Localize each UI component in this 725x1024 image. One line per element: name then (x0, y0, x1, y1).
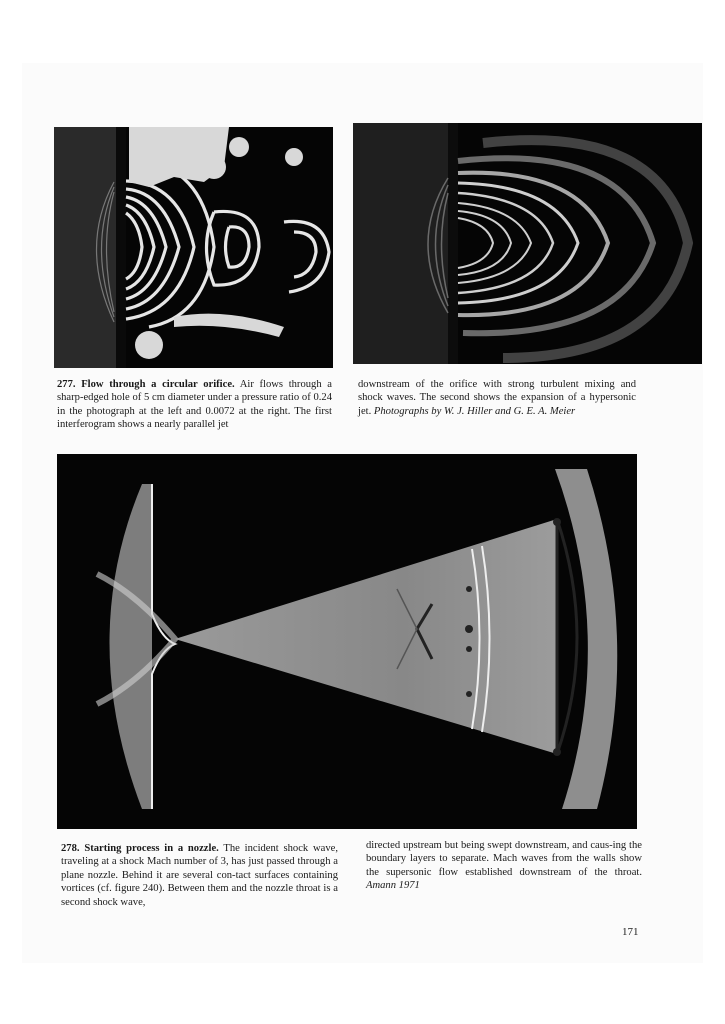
figure-278-caption-column-2 (366, 839, 642, 893)
figure-277-caption-column-1 (57, 378, 332, 432)
page-number: 171 (622, 926, 639, 938)
figure-278-text-col1: The incident shock wave, traveling at a shock Mach number of 3, has just passed through a plane nozzle. Behind it are several con-tact surfaces containing vortices (cf. figure 240). Between them and the nozzle throat is a second shock wave, (61, 843, 338, 908)
figure-277-title: Flow through a circular orifice. (81, 379, 235, 390)
figure-278-photo (57, 454, 637, 829)
figure-278-number: 278. (61, 843, 80, 854)
figure-277-text-col1: Air flows through a sharp-edged hole of 5 cm diameter under a pressure ratio of 0.24 in the photograph at the left and 0.0072 at the right. The first interferogram shows a nearly parallel jet (57, 379, 332, 431)
figure-277-text-col2: downstream of the orifice with strong turbulent mixing and shock waves. The second shows the expansion of a hypersonic jet. (358, 379, 636, 417)
figure-278-credit: Amann 1971 (366, 880, 420, 892)
figure-277-right-photo (353, 123, 702, 364)
figure-278-caption-column-1 (61, 842, 338, 909)
figure-277-credit: Photographs by W. J. Hiller and G. E. A. Meier (373, 405, 576, 417)
figure-277-caption-column-2 (358, 378, 636, 418)
figure-278-title: Starting process in a nozzle. (84, 843, 219, 854)
figure-277-number: 277. (57, 379, 76, 390)
figure-278-text-col2: directed upstream but being swept downstream, and caus-ing the boundary layers to separate. Mach waves from the walls show the supersonic flow established downstream of the throat. (366, 840, 642, 878)
figure-277-left-photo (54, 127, 333, 368)
